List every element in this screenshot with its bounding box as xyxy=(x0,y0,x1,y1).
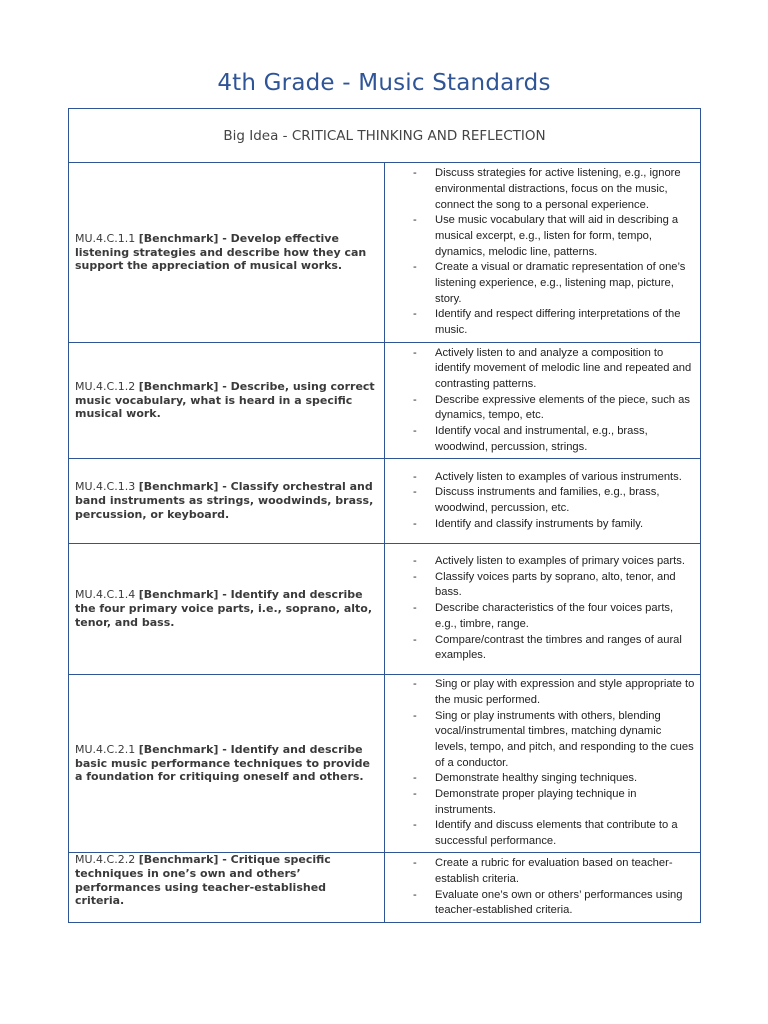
activity-item xyxy=(385,393,696,424)
dash-bullet: - xyxy=(413,486,417,499)
activity-item xyxy=(385,554,696,570)
activity-item xyxy=(385,677,696,708)
activity-item xyxy=(385,470,696,486)
dash-bullet: - xyxy=(413,857,417,870)
benchmark-code: MU.4.C.1.4 xyxy=(75,588,139,602)
standard-row xyxy=(69,343,701,459)
dash-bullet: - xyxy=(413,425,417,438)
dash-bullet: - xyxy=(413,555,417,568)
activity-item xyxy=(385,570,696,601)
activity-item xyxy=(385,818,696,849)
activity-text: Identify vocal and instrumental, e.g., brass, woodwind, percussion, strings. xyxy=(435,425,648,453)
activity-text: Discuss instruments and families, e.g., brass, woodwind, percussion, etc. xyxy=(435,486,660,514)
dash-bullet: - xyxy=(413,633,417,646)
activity-item xyxy=(385,485,696,516)
benchmark-code: MU.4.C.1.2 xyxy=(75,379,139,393)
activity-text: Identify and respect differing interpretations of the music. xyxy=(435,308,681,337)
activity-text: Actively listen to examples of primary voices parts. xyxy=(435,555,685,568)
dash-bullet: - xyxy=(413,214,417,227)
dash-bullet: - xyxy=(413,308,417,321)
benchmark-description: - Identify and describe the four primary voice parts, i.e., soprano, alto, tenor, and bass. xyxy=(75,588,373,629)
activity-item xyxy=(385,856,696,887)
benchmark-description: - Classify orchestral and band instruments as strings, woodwinds, brass, percussion, or keyboard. xyxy=(75,480,374,521)
dash-bullet: - xyxy=(413,517,417,530)
dash-bullet: - xyxy=(413,470,417,483)
benchmark-description: - Critique specific techniques in one’s own and others’ performances using teacher-established criteria. xyxy=(75,853,331,908)
standard-row xyxy=(69,544,701,675)
benchmark-description: - Describe, using correct music vocabulary, what is heard in a specific musical work. xyxy=(75,379,375,421)
activity-text: Sing or play instruments with others, blending vocal/instrumental timbres, matching dynamic levels, tempo, and pitch, and responding to the cues of a conductor. xyxy=(435,709,694,769)
activities-cell xyxy=(385,459,701,544)
benchmark-cell xyxy=(69,163,385,343)
activity-item xyxy=(385,307,696,338)
standard-row xyxy=(69,675,701,853)
benchmark-code: MU.4.C.1.1 xyxy=(75,231,139,245)
activity-item xyxy=(385,260,696,307)
activity-text: Discuss strategies for active listening, e.g., ignore environmental distractions, focus on the music, connect the song to a personal experience. xyxy=(435,167,681,211)
activity-item xyxy=(385,771,696,787)
dash-bullet: - xyxy=(413,709,417,722)
activity-text: Identify and discuss elements that contribute to a successful performance. xyxy=(435,819,678,848)
activity-text: Demonstrate proper playing technique in instruments. xyxy=(435,788,637,816)
dash-bullet: - xyxy=(413,602,417,615)
activity-item xyxy=(385,213,696,260)
big-idea-heading: Big Idea - CRITICAL THINKING AND REFLECTION xyxy=(69,109,701,163)
activity-text: Describe expressive elements of the piece, such as dynamics, tempo, etc. xyxy=(435,393,690,422)
activities-cell xyxy=(385,343,701,459)
activities-list xyxy=(385,166,696,339)
benchmark-tag: [Benchmark] xyxy=(138,853,219,866)
standards-table xyxy=(68,108,701,923)
activity-item xyxy=(385,424,696,455)
activity-item xyxy=(385,709,696,772)
big-idea-row xyxy=(69,109,701,163)
activity-item xyxy=(385,787,696,818)
benchmark-tag: [Benchmark] xyxy=(138,379,219,393)
dash-bullet: - xyxy=(413,772,417,785)
activities-cell xyxy=(385,675,701,853)
activity-text: Describe characteristics of the four voices parts, e.g., timbre, range. xyxy=(435,602,674,630)
activities-cell xyxy=(385,853,701,923)
benchmark-description: - Identify and describe basic music performance techniques to provide a foundation for critiquing oneself and others. xyxy=(75,742,370,784)
standard-row xyxy=(69,459,701,544)
activity-text: Actively listen to examples of various instruments. xyxy=(435,470,682,483)
activity-text: Actively listen to and analyze a composition to identify movement of melodic line and repeated and contrasting patterns. xyxy=(435,346,692,390)
benchmark-code: MU.4.C.2.2 xyxy=(75,853,139,866)
standard-row xyxy=(69,853,701,923)
activities-list xyxy=(385,856,696,919)
activities-list xyxy=(385,554,696,664)
benchmark-cell xyxy=(69,544,385,675)
activities-list xyxy=(385,677,696,850)
dash-bullet: - xyxy=(413,570,417,583)
dash-bullet: - xyxy=(413,393,417,406)
benchmark-tag: [Benchmark] xyxy=(138,480,219,494)
page-title: 4th Grade - Music Standards xyxy=(217,70,551,96)
activities-list xyxy=(385,346,696,456)
activity-text: Use music vocabulary that will aid in describing a musical excerpt, e.g., listen for form, tempo, dynamics, melodic line, patterns. xyxy=(435,214,679,258)
activity-item xyxy=(385,346,696,393)
dash-bullet: - xyxy=(413,167,417,180)
activity-text: Identify and classify instruments by family. xyxy=(435,517,644,530)
standard-row xyxy=(69,163,701,343)
benchmark-cell xyxy=(69,675,385,853)
benchmark-tag: [Benchmark] xyxy=(138,588,219,602)
dash-bullet: - xyxy=(413,346,417,359)
activity-text: Classify voices parts by soprano, alto, tenor, and bass. xyxy=(435,570,676,599)
dash-bullet: - xyxy=(413,788,417,801)
activity-item xyxy=(385,601,696,632)
benchmark-code: MU.4.C.2.1 xyxy=(75,742,139,756)
benchmark-description: - Develop effective listening strategies and describe how they can support the appreciation of musical works. xyxy=(75,231,367,273)
activity-text: Evaluate one’s own or others’ performances using teacher-established criteria. xyxy=(435,888,683,917)
benchmark-tag: [Benchmark] xyxy=(138,231,219,245)
benchmark-code: MU.4.C.1.3 xyxy=(75,480,139,494)
activities-list xyxy=(385,470,696,533)
activity-text: Create a rubric for evaluation based on teacher-establish criteria. xyxy=(435,857,673,885)
activity-text: Sing or play with expression and style appropriate to the music performed. xyxy=(435,678,695,706)
activity-text: Compare/contrast the timbres and ranges of aural examples. xyxy=(435,633,682,662)
benchmark-cell xyxy=(69,853,385,923)
activity-item xyxy=(385,517,696,533)
activity-item xyxy=(385,166,696,213)
benchmark-cell xyxy=(69,459,385,544)
dash-bullet: - xyxy=(413,261,417,274)
activities-cell xyxy=(385,163,701,343)
activity-item xyxy=(385,633,696,664)
benchmark-tag: [Benchmark] xyxy=(138,742,219,756)
dash-bullet: - xyxy=(413,819,417,832)
benchmark-cell xyxy=(69,343,385,459)
dash-bullet: - xyxy=(413,678,417,691)
activities-cell xyxy=(385,544,701,675)
activity-text: Demonstrate healthy singing techniques. xyxy=(435,772,638,785)
activity-text: Create a visual or dramatic representation of one’s listening experience, e.g., listening map, picture, story. xyxy=(435,261,686,305)
activity-item xyxy=(385,888,696,919)
dash-bullet: - xyxy=(413,888,417,901)
